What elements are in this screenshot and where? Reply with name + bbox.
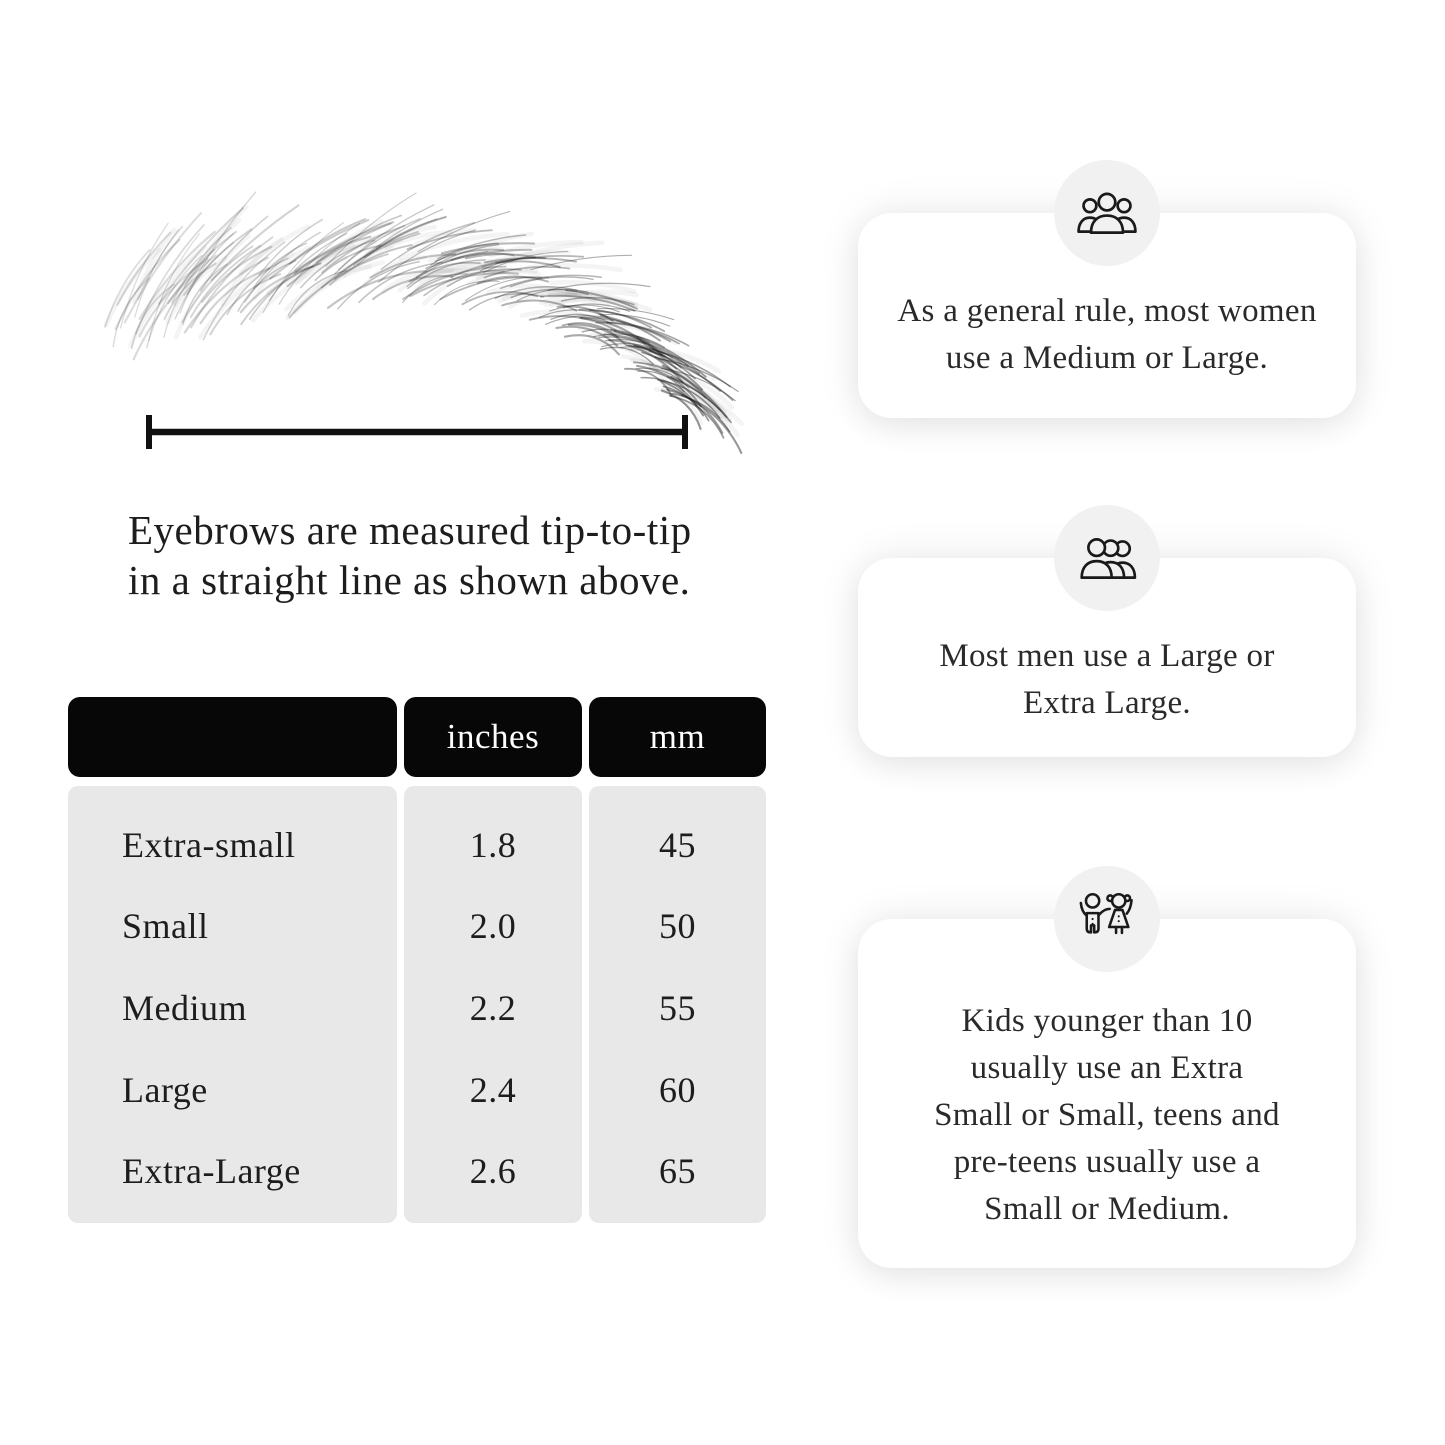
inches-value: 2.0 xyxy=(469,906,517,947)
info-card-kids-text xyxy=(858,998,1356,1233)
size-table-header-inches: inches xyxy=(404,697,582,777)
size-table-header-row xyxy=(68,697,766,777)
text-line: pre-teens usually use a xyxy=(953,1144,1261,1180)
mm-value: 55 xyxy=(659,987,696,1028)
measurement-caption xyxy=(128,505,768,605)
measurement-line xyxy=(142,412,692,452)
text-line: As a general rule, most women xyxy=(897,293,1317,329)
mm-value: 45 xyxy=(659,824,696,865)
eyebrow-illustration xyxy=(100,226,740,408)
info-card-women-text xyxy=(858,288,1356,382)
size-table-column-mm xyxy=(589,786,766,1223)
text-line: use a Medium or Large. xyxy=(945,340,1269,376)
text-line: Small or Small, teens and xyxy=(934,1097,1280,1133)
mm-value: 50 xyxy=(659,906,696,947)
size-table-header-blank xyxy=(68,697,397,777)
info-card-men xyxy=(858,558,1356,757)
info-card-kids xyxy=(858,919,1356,1268)
text-line: Small or Medium. xyxy=(984,1191,1230,1227)
kids-icon xyxy=(1075,891,1139,947)
text-line: Most men use a Large or xyxy=(939,638,1275,674)
size-table-column-sizes xyxy=(68,786,397,1223)
inches-value: 2.2 xyxy=(469,987,517,1028)
size-label: Small xyxy=(122,906,209,947)
size-table-header-mm: mm xyxy=(589,697,766,777)
inches-value: 1.8 xyxy=(469,824,517,865)
size-label: Large xyxy=(122,1069,208,1110)
info-card-women xyxy=(858,213,1356,418)
size-label: Medium xyxy=(122,987,247,1028)
women-group-icon xyxy=(1076,189,1138,237)
icon-circle xyxy=(1054,866,1160,972)
icon-circle xyxy=(1054,505,1160,611)
men-group-icon xyxy=(1076,534,1138,582)
size-table-body xyxy=(68,786,766,1223)
measurement-caption-line1: Eyebrows are measured tip-to-tip xyxy=(128,507,692,553)
text-line: Extra Large. xyxy=(1023,685,1191,721)
icon-circle xyxy=(1054,160,1160,266)
measurement-caption-line2: in a straight line as shown above. xyxy=(128,557,691,603)
mm-value: 60 xyxy=(659,1069,696,1110)
inches-value: 2.6 xyxy=(469,1151,517,1192)
size-table xyxy=(68,697,766,1223)
size-table-column-inches xyxy=(404,786,582,1223)
size-label: Extra-Large xyxy=(122,1151,301,1192)
info-card-men-text xyxy=(858,633,1356,727)
size-label: Extra-small xyxy=(122,824,296,865)
inches-value: 2.4 xyxy=(469,1069,517,1110)
text-line: Kids younger than 10 xyxy=(961,1003,1253,1039)
mm-value: 65 xyxy=(659,1151,696,1192)
text-line: usually use an Extra xyxy=(970,1050,1244,1086)
